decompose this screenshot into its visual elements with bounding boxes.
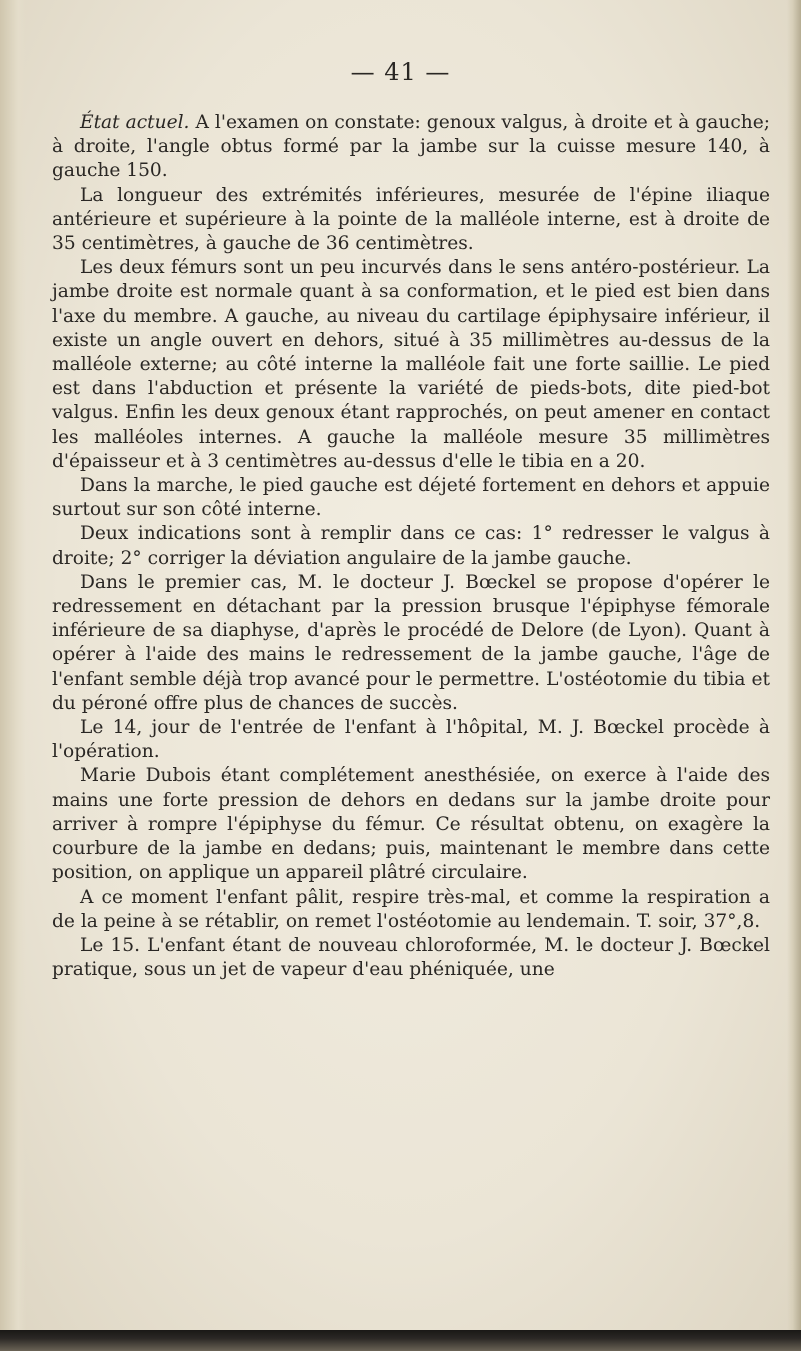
page-bottom-edge [0,1330,801,1351]
page-number: — 41 — [350,58,451,86]
paragraph-1 [52,111,770,184]
paragraph-3: Les deux fémurs sont un peu incurvés dans le sens antéro-postérieur. La jambe droite est normale quant à sa conformation, et le pied est bien dans l'axe du membre. A gauche, au niveau du cartilage épiphysaire inférieur, il existe un angle ouvert en dehors, situé à 35 millimètres au-dessus de la malléole externe; au côté interne la malléole fait une forte saillie. Le pied est dans l'abduction et présente la variété de pieds-bots, dite pied-bot valgus. Enfin les deux genoux étant rapprochés, on peut amener en contact les malléoles internes. A gauche la malléole mesure 35 millimètres d'épaisseur et à 3 centimètres au-dessus d'elle le tibia en a 20. [52,257,770,472]
paragraph-8: Marie Dubois étant complétement anesthésiée, on exerce à l'aide des mains une forte pression de dehors en dedans sur la jambe droite pour arriver à rompre l'épiphyse du fémur. Ce résultat obtenu, on exagère la courbure de la jambe en dedans; puis, maintenant le membre dans cette position, on applique un appareil plâtré circulaire. [52,765,770,884]
section-heading: État actuel. [80,112,190,133]
page-edge-shadow [787,0,801,1351]
paragraph-5: Deux indications sont à remplir dans ce cas: 1° redresser le valgus à droite; 2° corriger la déviation angulaire de la jambe gauche. [52,523,770,569]
paragraph-6: Dans le premier cas, M. le docteur J. Bœckel se propose d'opérer le redressement en détachant par la pression brusque l'épiphyse fémorale inférieure de sa diaphyse, d'après le procédé de Delore (de Lyon). Quant à opérer à l'aide des mains le redressement de la jambe gauche, l'âge de l'enfant semble déjà trop avancé pour le permettre. L'ostéotomie du tibia et du péroné offre plus de chances de succès. [52,571,770,714]
paragraph-1-text: A l'examen on constate: genoux valgus, à droite et à gauche; à droite, l'angle obtus formé par la jambe sur la cuisse mesure 140, à gauche 150. [52,112,770,182]
paragraph-10: Le 15. L'enfant étant de nouveau chloroformée, M. le docteur J. Bœckel pratique, sous un jet de vapeur d'eau phéniquée, une [52,934,770,981]
body-text [52,111,770,982]
paragraph-2: La longueur des extrémités inférieures, mesurée de l'épine iliaque antérieure et supérieure à la pointe de la malléole interne, est à droite de 35 centimètres, à gauche de 36 centimètres. [52,184,770,255]
paragraph-7: Le 14, jour de l'entrée de l'enfant à l'hôpital, M. J. Bœckel procède à l'opération. [52,717,770,763]
paragraph-4: Dans la marche, le pied gauche est déjeté fortement en dehors et appuie surtout sur son côté interne. [52,475,770,521]
paragraph-9: A ce moment l'enfant pâlit, respire très-mal, et comme la respiration a de la peine à se rétablir, on remet l'ostéotomie au lendemain. T. soir, 37°,8. [52,886,770,932]
page-gutter-shadow [0,0,26,1351]
